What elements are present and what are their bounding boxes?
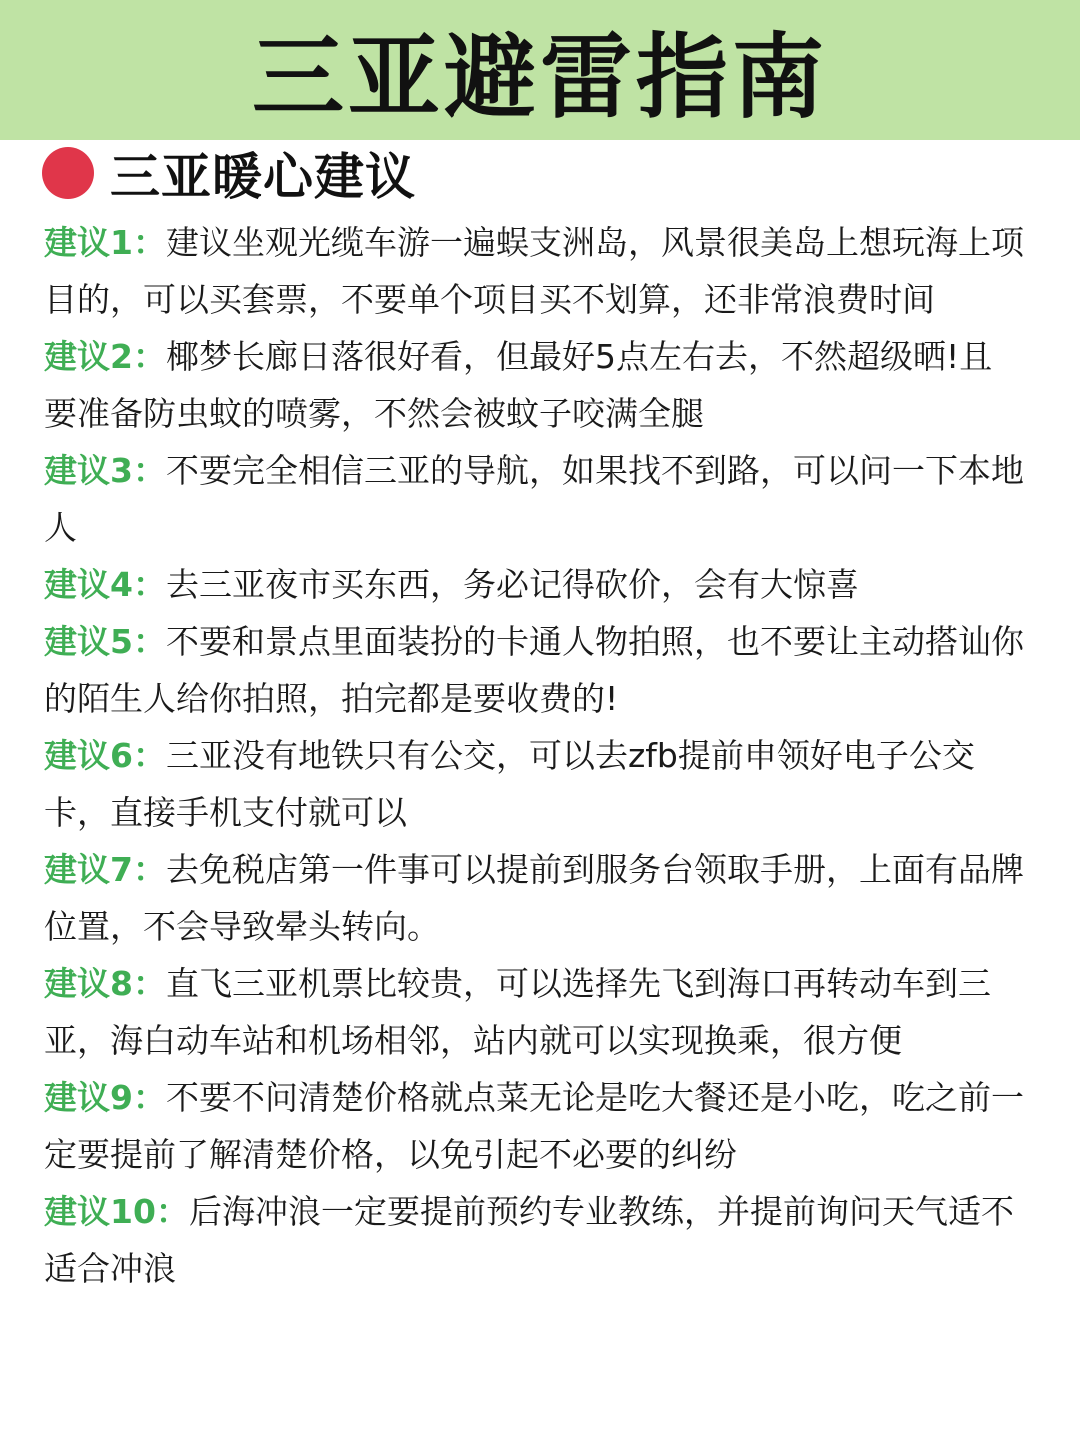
section-header [42, 142, 416, 204]
tip-item-10 [44, 1183, 1024, 1297]
tip-text: 不要不问清楚价格就点菜无论是吃大餐还是小吃，吃之前一定要提前了解清楚价格，以免引起不必要的纠纷 [44, 1078, 1024, 1174]
tip-item-7 [44, 841, 1024, 955]
tip-label: 建议1： [44, 223, 166, 262]
tip-text: 椰梦长廊日落很好看，但最好5点左右去，不然超级晒!且要准备防虫蚊的喷雾，不然会被蚊子咬满全腿 [44, 337, 993, 433]
tip-text: 建议坐观光缆车游一遍蜈支洲岛，风景很美岛上想玩海上项目的，可以买套票，不要单个项目买不划算，还非常浪费时间 [44, 223, 1024, 319]
tip-label: 建议7： [44, 850, 166, 889]
tip-item-4 [44, 556, 1024, 613]
tip-item-1 [44, 214, 1024, 328]
tip-text: 不要完全相信三亚的导航，如果找不到路，可以问一下本地人 [44, 451, 1024, 547]
title-banner [0, 0, 1080, 140]
tips-list [44, 214, 1024, 1297]
page-title: 三亚避雷指南 [251, 24, 828, 131]
tip-label: 建议2： [44, 337, 166, 376]
tip-text: 三亚没有地铁只有公交，可以去zfb提前申领好电子公交卡，直接手机支付就可以 [44, 736, 975, 832]
tip-item-9 [44, 1069, 1024, 1183]
red-dot-icon [42, 147, 94, 199]
tip-item-2 [44, 328, 1024, 442]
tip-label: 建议4： [44, 565, 166, 604]
tip-label: 建议8： [44, 964, 166, 1003]
section-title: 三亚暖心建议 [110, 148, 416, 206]
tip-label: 建议3： [44, 451, 166, 490]
tip-item-3 [44, 442, 1024, 556]
tip-text: 直飞三亚机票比较贵，可以选择先飞到海口再转动车到三亚，海白动车站和机场相邻，站内就可以实现换乘，很方便 [44, 964, 991, 1060]
tip-item-8 [44, 955, 1024, 1069]
tip-text: 去免税店第一件事可以提前到服务台领取手册，上面有品牌位置，不会导致晕头转向。 [44, 850, 1024, 946]
tip-item-5 [44, 613, 1024, 727]
tip-label: 建议5： [44, 622, 166, 661]
tip-text: 去三亚夜市买东西，务必记得砍价，会有大惊喜 [165, 565, 859, 604]
tip-label: 建议10： [44, 1192, 189, 1231]
tip-item-6 [44, 727, 1024, 841]
tip-text: 后海冲浪一定要提前预约专业教练，并提前询问天气适不适合冲浪 [44, 1192, 1014, 1288]
tip-label: 建议9： [44, 1078, 166, 1117]
tip-label: 建议6： [44, 736, 166, 775]
tip-text: 不要和景点里面装扮的卡通人物拍照，也不要让主动搭讪你的陌生人给你拍照，拍完都是要收费的! [44, 622, 1024, 718]
